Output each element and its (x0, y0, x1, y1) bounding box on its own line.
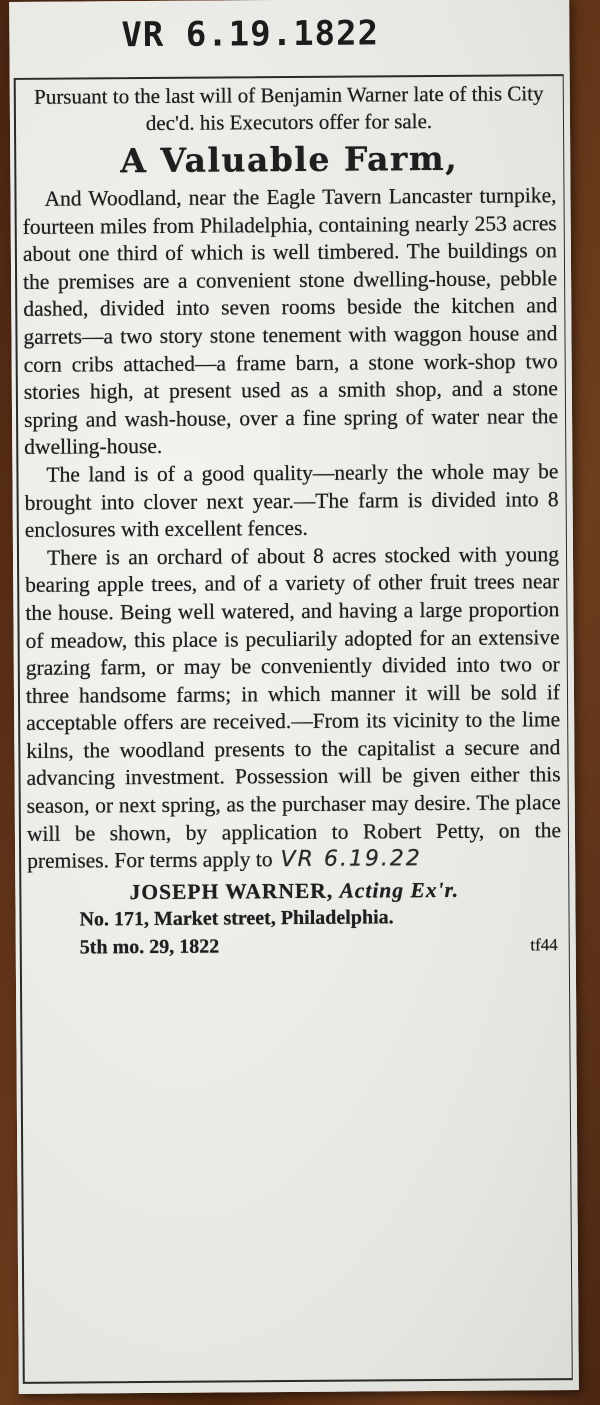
insertion-code: tf44 (530, 935, 558, 955)
handwritten-note: VR 6.19.22 (280, 846, 422, 873)
dateline (28, 931, 562, 962)
signer-line (27, 876, 561, 907)
signer-role: Acting Ex'r. (339, 877, 460, 903)
ad-date: 5th mo. 29, 1822 (79, 935, 220, 959)
newspaper-clipping (9, 0, 579, 1394)
paragraph-orchard-terms (25, 541, 561, 876)
signer-address: No. 171, Market street, Philadelphia. (79, 906, 394, 931)
paragraph-land-quality: The land is of a good quality—nearly the whole may be brought into clover next year.—The farm is divided into 8 enclosures with excellent fences. (24, 459, 559, 542)
signer-name: JOSEPH WARNER, (129, 878, 334, 904)
paragraph-farm-description: And Woodland, near the Eagle Tavern Lancaster turnpike, fourteen miles from Philadelphia, containing nearly 253 acres about one third of which is well timbered. The buildings on the premises are a convenient stone dwelling-house, pebble dashed, divided into seven rooms beside the kitchen and garrets—a two story stone tenement with waggon house and corn cribs attached—a frame barn, a stone work-shop two stories high, at present used as a smith shop, and a stone spring and wash-house, over a fine spring of water near the dwelling-house. (22, 183, 559, 460)
orchard-terms-text: There is an orchard of about 8 acres stocked with young bearing apple trees, and of a variety of other fruit trees near the house. Being well watered, and having a large proportion of meadow, this place is peculiarily adopted for an extensive grazing farm, or may be conveniently divided into two or three handsome farms; in which manner it will be sold if acceptable offers are received.—From its vicinity to the lime kilns, the woodland presents to the capitalist a secure and advancing investment. Possession will be given either this season, or next spring, as the purchaser may desire. The place will be shown, by application to Robert Petty, on the premises. For terms apply to (25, 541, 562, 874)
intro-text: Pursuant to the last will of Benjamin Warner late of this City dec'd. his Executors offer for sale. (34, 81, 544, 136)
headline: A Valuable Farm, (120, 138, 459, 181)
handwritten-reference: VR 6.19.1822 (121, 13, 380, 56)
advertisement-body (22, 80, 562, 962)
